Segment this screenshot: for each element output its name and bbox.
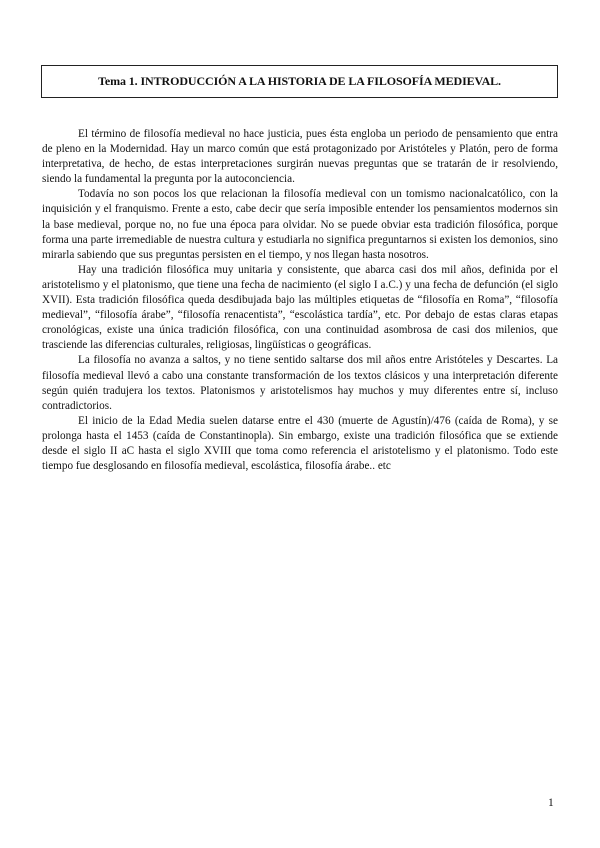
paragraph-5: El inicio de la Edad Media suelen datarse entre el 430 (muerte de Agustín)/476 (caída de Roma), y se prolonga hasta el 1453 (caída de Constantinopla). Sin embargo, existe una tradición filosófica que se extiende desde el siglo II aC hasta el siglo XVIII que toma como referencia el aristotelismo y el platonismo. Todo este tiempo fue desglosando en filosofía medieval, escolástica, filosofía árabe.. etc	[42, 414, 558, 473]
paragraph-3: Hay una tradición filosófica muy unitaria y consistente, que abarca casi dos mil años, definida por el aristotelismo y el platonismo, que tiene una fecha de nacimiento (el siglo I a.C.) y una fecha de defunción (el siglo XVII). Esta tradición filosófica queda desdibujada bajo las múltiples etiquetas de “filosofía en Roma”, “filosofía medieval”, “filosofía árabe”, “filosofía renacentista”, “escolástica tardía”, etc. Por debajo de estas claras etapas cronológicas, existe una única tradición filosófica, con una continuidad asombrosa de casi dos milenios, que trasciende las diferencias culturales, religiosas, lingüísticas o geográficas.	[42, 263, 558, 352]
paragraph-1: El término de filosofía medieval no hace justicia, pues ésta engloba un periodo de pensamiento que entra de pleno en la Modernidad. Hay un marco común que está protagonizado por Aristóteles y Platón, pero de forma interpretativa, de hecho, de estas interpretaciones surgirán nuevas preguntas que se tratarán de ir resolviendo, siendo la fundamental la pregunta por la autoconciencia.	[42, 128, 558, 186]
title-box	[41, 65, 558, 98]
document-title: Tema 1. INTRODUCCIÓN A LA HISTORIA DE LA FILOSOFÍA MEDIEVAL.	[98, 74, 501, 88]
paragraph-4: La filosofía no avanza a saltos, y no tiene sentido saltarse dos mil años entre Aristóteles y Descartes. La filosofía medieval llevó a cabo una constante transformación de los textos clásicos y una interpretación diferente según quién tradujera los textos. Platonismos y aristotelismos hay muchos y muy diferentes entre sí, incluso contradictorios.	[42, 354, 558, 412]
page-number: 1	[548, 797, 554, 809]
paragraph-2: Todavía no son pocos los que relacionan la filosofía medieval con un tomismo nacionalcatólico, con la inquisición y el franquismo. Frente a esto, cabe decir que sería imposible entender los pensamientos modernos sin la base medieval, porque no, no fue una época para olvidar. No se puede obviar esta tradición filosófica, porque forma una parte irremediable de nuestra cultura y estudiarla no significa preguntarnos si existen los demonios, sino mirarla sabiendo que sus preguntas persisten en el tiempo, y nos llegan hasta nosotros.	[42, 188, 558, 261]
document-body	[42, 127, 558, 474]
